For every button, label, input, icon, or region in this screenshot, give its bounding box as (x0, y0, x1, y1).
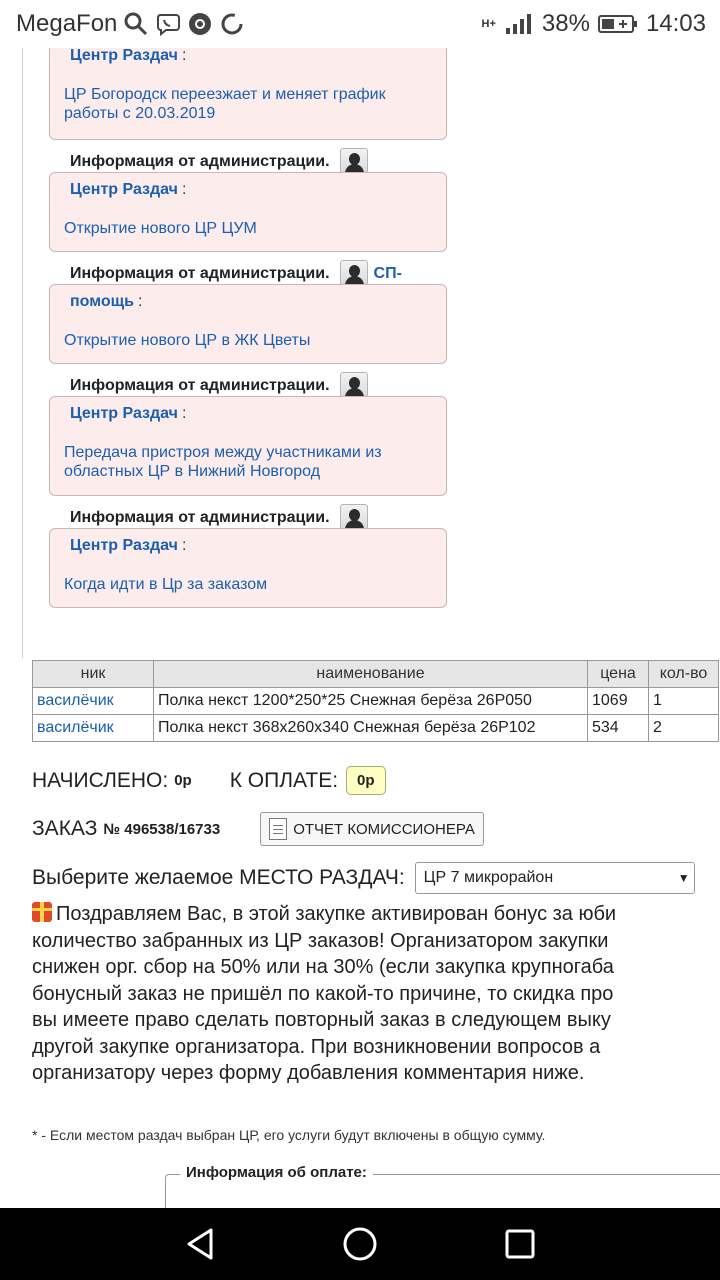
sp-help-link[interactable]: СП- (373, 265, 402, 282)
accrued-value: 0р (174, 772, 192, 789)
column-header-name: наименование (154, 661, 588, 688)
message-link[interactable]: Когда идти в Цр за заказом (64, 576, 268, 593)
column-header-nick: ник (33, 661, 154, 688)
payment-info-fieldset (165, 1164, 720, 1208)
bonus-line: другой закупке организатора. При возникновении вопросов а (32, 1035, 601, 1058)
message-author-link[interactable]: Центр Раздач (70, 48, 178, 64)
item-name: Полка некст 368х260х340 Снежная берёза 26Р102 (154, 715, 588, 742)
home-circle-icon (342, 1226, 378, 1262)
message-box: Центр Раздач : ЦР Богородск переезжает и меняет график работы с 20.03.2019 (49, 48, 447, 140)
message-box: Центр Раздач : Когда идти в Цр за заказом (49, 528, 447, 608)
order-number: № 496538/16733 (103, 820, 221, 838)
loading-icon (219, 11, 245, 37)
to-pay-value: 0р (346, 766, 386, 795)
bonus-line: вы имеете право сделать повторный заказ в следующем выку (32, 1009, 611, 1031)
message-box: Центр Раздач : Передача пристроя между участниками из областных ЦР в Нижний Новгород (49, 396, 447, 496)
item-price: 534 (588, 715, 649, 742)
order-label: ЗАКАЗ (32, 817, 98, 840)
recents-square-icon (504, 1228, 536, 1260)
chevron-down-icon: ▼ (677, 871, 690, 885)
message-header: Информация от администрации. (70, 372, 368, 400)
column-header-qty: кол-во (649, 661, 719, 688)
accrued-label: НАЧИСЛЕНО: (32, 768, 169, 792)
pickup-place-select[interactable] (415, 862, 695, 894)
nick-link[interactable]: василёчик (33, 688, 154, 715)
bonus-notice (32, 901, 720, 1087)
item-name: Полка некст 1200*250*25 Снежная берёза 26Р050 (154, 688, 588, 715)
pickup-place-label: Выберите желаемое МЕСТО РАЗДАЧ: (32, 866, 405, 889)
message-box: помощь : Открытие нового ЦР в ЖК Цветы (49, 284, 447, 364)
battery-icon (598, 13, 638, 35)
message-link[interactable]: ЦР Богородск переезжает и меняет график работы с 20.03.2019 (64, 86, 386, 122)
message-author-link[interactable]: Центр Раздач (70, 537, 178, 554)
message-author-link[interactable]: Центр Раздач (70, 181, 178, 198)
commission-report-button[interactable] (260, 812, 484, 846)
carrier-name: MegaFon (16, 10, 118, 37)
web-page[interactable] (0, 48, 720, 1208)
table-row (33, 715, 719, 742)
viber-icon (155, 11, 181, 37)
gift-icon (32, 902, 52, 922)
recents-button[interactable] (460, 1208, 580, 1280)
message-header: Информация от администрации. (70, 148, 368, 176)
bonus-line: снижен орг. сбор на 50% или на 30% (если закупка крупногаба (32, 956, 614, 978)
message-link[interactable]: Открытие нового ЦР в ЖК Цветы (64, 332, 311, 349)
to-pay-label: К ОПЛАТЕ: (229, 768, 339, 792)
message-link[interactable]: Передача пристроя между участниками из областных ЦР в Нижний Новгород (64, 444, 382, 480)
search-icon (123, 11, 149, 37)
pickup-note: * - Если местом раздач выбран ЦР, его услуги будут включены в общую сумму. (32, 1127, 546, 1143)
column-divider (22, 48, 23, 658)
order-info (32, 812, 484, 846)
chrome-icon (187, 11, 213, 37)
item-qty: 1 (649, 688, 719, 715)
clock: 14:03 (645, 10, 706, 37)
navigation-bar (0, 1208, 720, 1280)
pickup-place-selected: ЦР 7 микрорайон (423, 869, 554, 886)
orders-table (32, 660, 719, 742)
message-header: Информация от администрации. (70, 504, 368, 532)
status-bar (0, 0, 720, 48)
message-header: Информация от администрации. СП- (70, 260, 402, 288)
back-button[interactable] (140, 1208, 260, 1280)
table-header-row (33, 661, 719, 688)
battery-percent: 38% (541, 10, 590, 37)
pickup-place-row (32, 862, 695, 894)
message-author-link[interactable]: Центр Раздач (70, 405, 178, 422)
back-triangle-icon (183, 1227, 217, 1261)
message-author-link[interactable]: помощь (70, 293, 134, 310)
order-summary (32, 766, 386, 795)
table-row (33, 688, 719, 715)
bonus-line: Поздравляем Вас, в этой закупке активирован бонус за юби (56, 903, 617, 925)
item-price: 1069 (588, 688, 649, 715)
bonus-line: организатору через форму добавления комментария ниже. (32, 1062, 585, 1084)
payment-info-legend: Информация об оплате: (180, 1164, 373, 1181)
bonus-line: бонусный заказ не пришёл по какой-то причине, то скидка про (32, 982, 614, 1005)
column-header-price: цена (588, 661, 649, 688)
message-link[interactable]: Открытие нового ЦР ЦУМ (64, 220, 257, 237)
signal-icon (504, 12, 534, 36)
bonus-line: количество забранных из ЦР заказов! Организатором закупки (32, 929, 609, 952)
item-qty: 2 (649, 715, 719, 742)
document-icon (269, 818, 287, 840)
nick-link[interactable]: василёчик (33, 715, 154, 742)
commission-report-label: ОТЧЕТ КОМИССИОНЕРА (293, 820, 475, 838)
network-type: H+ (481, 18, 496, 30)
message-box: Центр Раздач : Открытие нового ЦР ЦУМ (49, 172, 447, 252)
home-button[interactable] (300, 1208, 420, 1280)
